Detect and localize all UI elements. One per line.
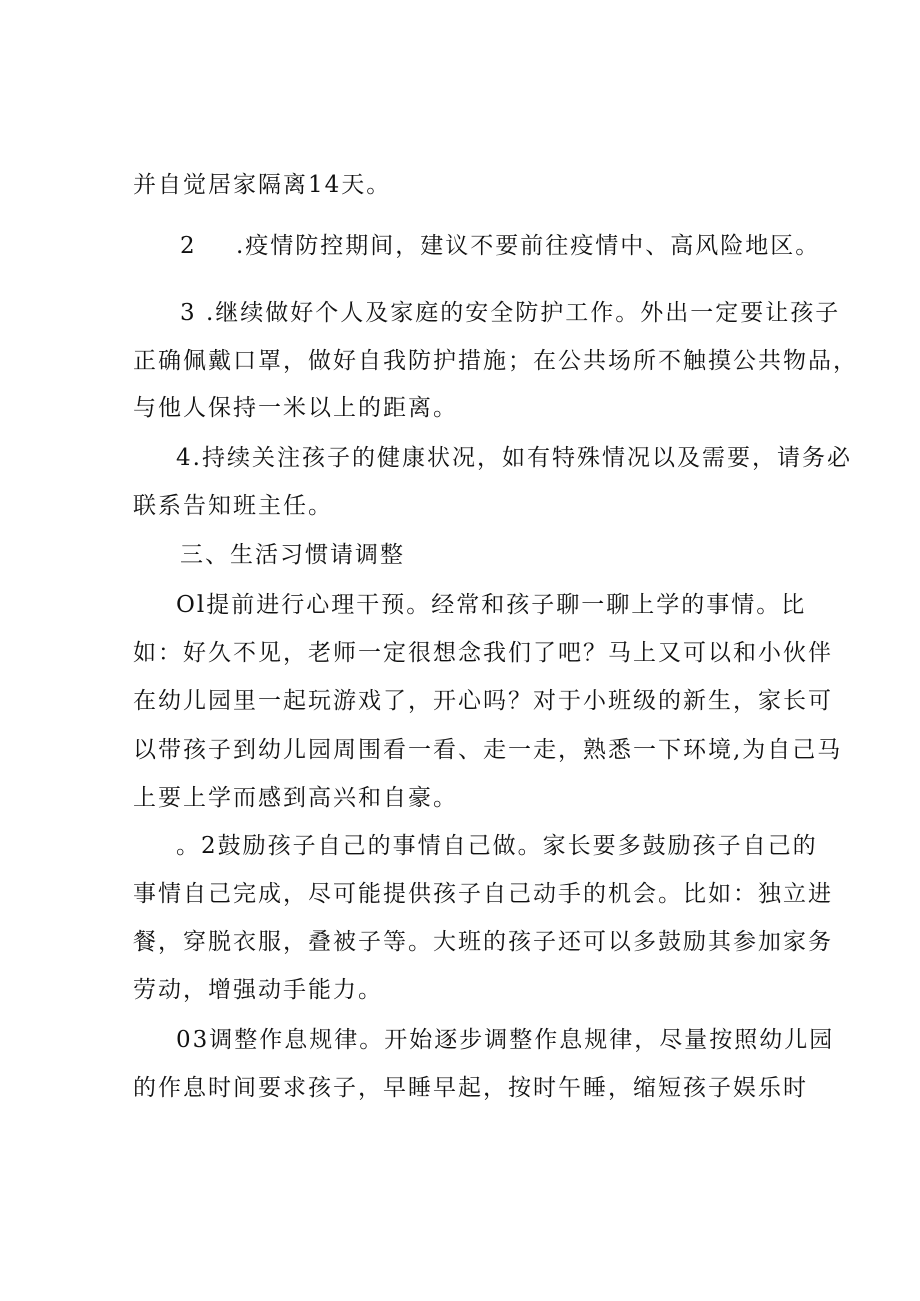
text-line: 并自觉居家隔离14天。 <box>133 172 392 198</box>
text-line: 正确佩戴口罩，做好自我防护措施；在公共场所不触摸公共物品， <box>133 348 858 374</box>
text-line: Ol提前进行心理干预。经常和孩子聊一聊上学的事情。比 <box>176 592 807 618</box>
section-heading: 三、生活习惯请调整 <box>180 542 405 568</box>
text-line: 。2鼓励孩子自己的事情自己做。家长要多鼓励孩子自己的 <box>176 833 818 859</box>
text-line: .疫情防控期间，建议不要前往疫情中、高风险地区。 <box>236 233 821 259</box>
text-line: 与他人保持一米以上的距离。 <box>133 395 458 421</box>
text-line: 劳动，增强动手能力。 <box>133 977 383 1003</box>
text-line: 4.持续关注孩子的健康状况，如有特殊情况以及需要，请务必 <box>176 445 852 471</box>
text-line: 餐，穿脱衣服，叠被子等。大班的孩子还可以多鼓励其参加家务 <box>133 929 833 955</box>
text-line: 的作息时间要求孩子，早睡早起，按时午睡，缩短孩子娱乐时 <box>133 1075 808 1101</box>
list-item-number: 2 <box>180 233 197 259</box>
text-line: 联系告知班主任。 <box>133 493 333 519</box>
text-line: 3 .继续做好个人及家庭的安全防护工作。外出一定要让孩子 <box>180 300 841 326</box>
text-line: 上要上学而感到高兴和自豪。 <box>133 785 458 811</box>
text-line: 在幼儿园里一起玩游戏了，开心吗？对于小班级的新生，家长可 <box>133 688 833 714</box>
text-line: 如：好久不见，老师一定很想念我们了吧？马上又可以和小伙伴 <box>133 640 833 666</box>
text-line: 03调整作息规律。开始逐步调整作息规律，尽量按照幼儿园 <box>176 1027 835 1053</box>
text-line: 事情自己完成，尽可能提供孩子自己动手的机会。比如：独立进 <box>133 881 833 907</box>
text-line: 以带孩子到幼儿园周围看一看、走一走，熟悉一下环境,为自己马 <box>133 737 843 763</box>
